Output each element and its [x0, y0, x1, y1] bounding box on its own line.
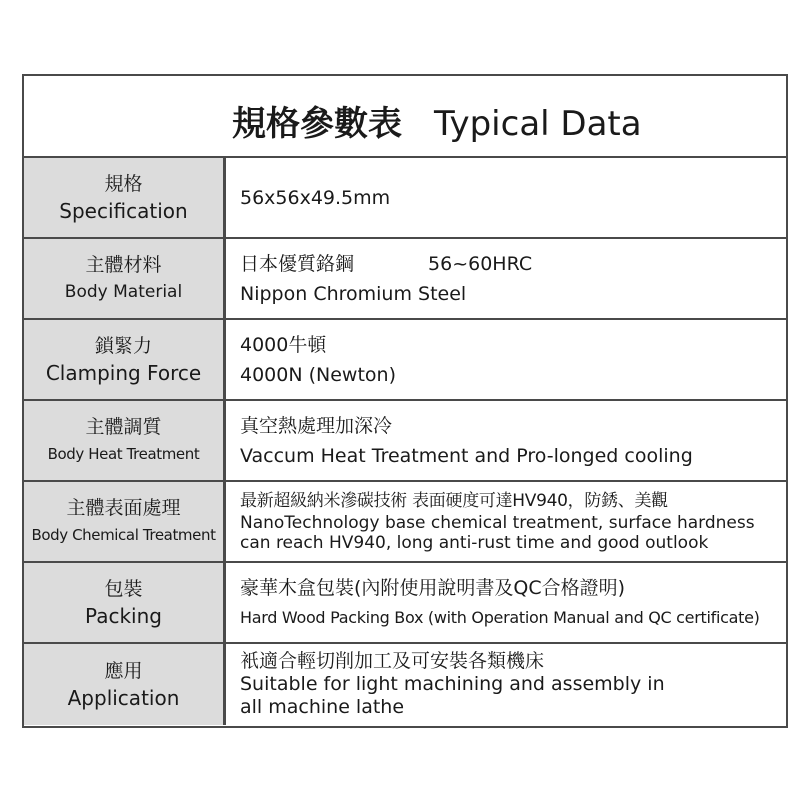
value-force-en: 4000N (Newton) [240, 363, 396, 386]
label-cell [24, 239, 226, 318]
spec-row-application [24, 644, 786, 725]
label-chinese: 規格 [104, 172, 143, 195]
value-cell [226, 320, 786, 399]
value-heat-en: Vaccum Heat Treatment and Pro-longed cooling [240, 444, 693, 467]
label-english: Body Heat Treatment [47, 444, 200, 463]
label-chinese: 主體調質 [85, 415, 162, 438]
value-chemical-zh: 最新超級納米滲碳技術 表面硬度可達HV940，防銹、美觀 [240, 491, 668, 511]
value-cell [226, 158, 786, 237]
value-material-zh: 日本優質鉻鋼 [240, 252, 355, 275]
value-chemical-en-2: can reach HV940, long anti-rust time and good outlook [240, 533, 709, 553]
label-english: Body Chemical Treatment [31, 525, 216, 544]
value-chemical-en-1: NanoTechnology base chemical treatment, surface hardness [240, 513, 755, 533]
label-chinese: 應用 [104, 659, 143, 682]
value-cell [226, 482, 786, 561]
value-material-zh-line [240, 249, 786, 279]
title-english: Typical Data [434, 104, 642, 144]
label-cell [24, 563, 226, 642]
label-cell [24, 401, 226, 480]
label-chinese: 鎖緊力 [94, 334, 152, 357]
title-chinese: 規格參數表 [232, 104, 402, 144]
value-heat-zh: 真空熱處理加深冷 [240, 414, 393, 437]
value-application-en-1: Suitable for light machining and assembly in [240, 673, 665, 695]
value-hardness: 56~60HRC [428, 252, 533, 275]
label-chinese: 主體表面處理 [66, 496, 181, 519]
label-english: Packing [85, 603, 162, 628]
label-english: Body Material [64, 281, 183, 302]
label-cell [24, 482, 226, 561]
label-chinese: 主體材料 [85, 253, 162, 276]
spec-row-specification [24, 158, 786, 239]
spec-row-body-material [24, 239, 786, 320]
spec-row-chemical-treatment [24, 482, 786, 563]
value-cell [226, 401, 786, 480]
table-title [232, 96, 642, 145]
label-english: Application [67, 685, 180, 710]
label-cell [24, 644, 226, 725]
value-material-en: Nippon Chromium Steel [240, 282, 467, 305]
value-cell [226, 563, 786, 642]
table-title-row [24, 76, 786, 158]
value-dimensions: 56x56x49.5mm [240, 186, 391, 209]
label-cell [24, 320, 226, 399]
value-cell [226, 239, 786, 318]
spec-rows [24, 158, 786, 725]
spec-table [22, 74, 788, 728]
label-english: Clamping Force [45, 360, 202, 385]
label-english: Specification [59, 198, 188, 223]
spec-row-heat-treatment [24, 401, 786, 482]
spec-row-clamping-force [24, 320, 786, 401]
spec-row-packing [24, 563, 786, 644]
label-cell [24, 158, 226, 237]
value-application-zh: 衹適合輕切削加工及可安裝各類機床 [240, 650, 545, 672]
value-force-zh: 4000牛頓 [240, 333, 327, 356]
label-chinese: 包裝 [104, 577, 143, 600]
value-packing-zh: 豪華木盒包裝(內附使用說明書及QC合格證明) [240, 576, 626, 599]
value-packing-en: Hard Wood Packing Box (with Operation Manual and QC certificate) [240, 607, 760, 627]
value-application-en-2: all machine lathe [240, 696, 405, 718]
value-cell [226, 644, 786, 725]
